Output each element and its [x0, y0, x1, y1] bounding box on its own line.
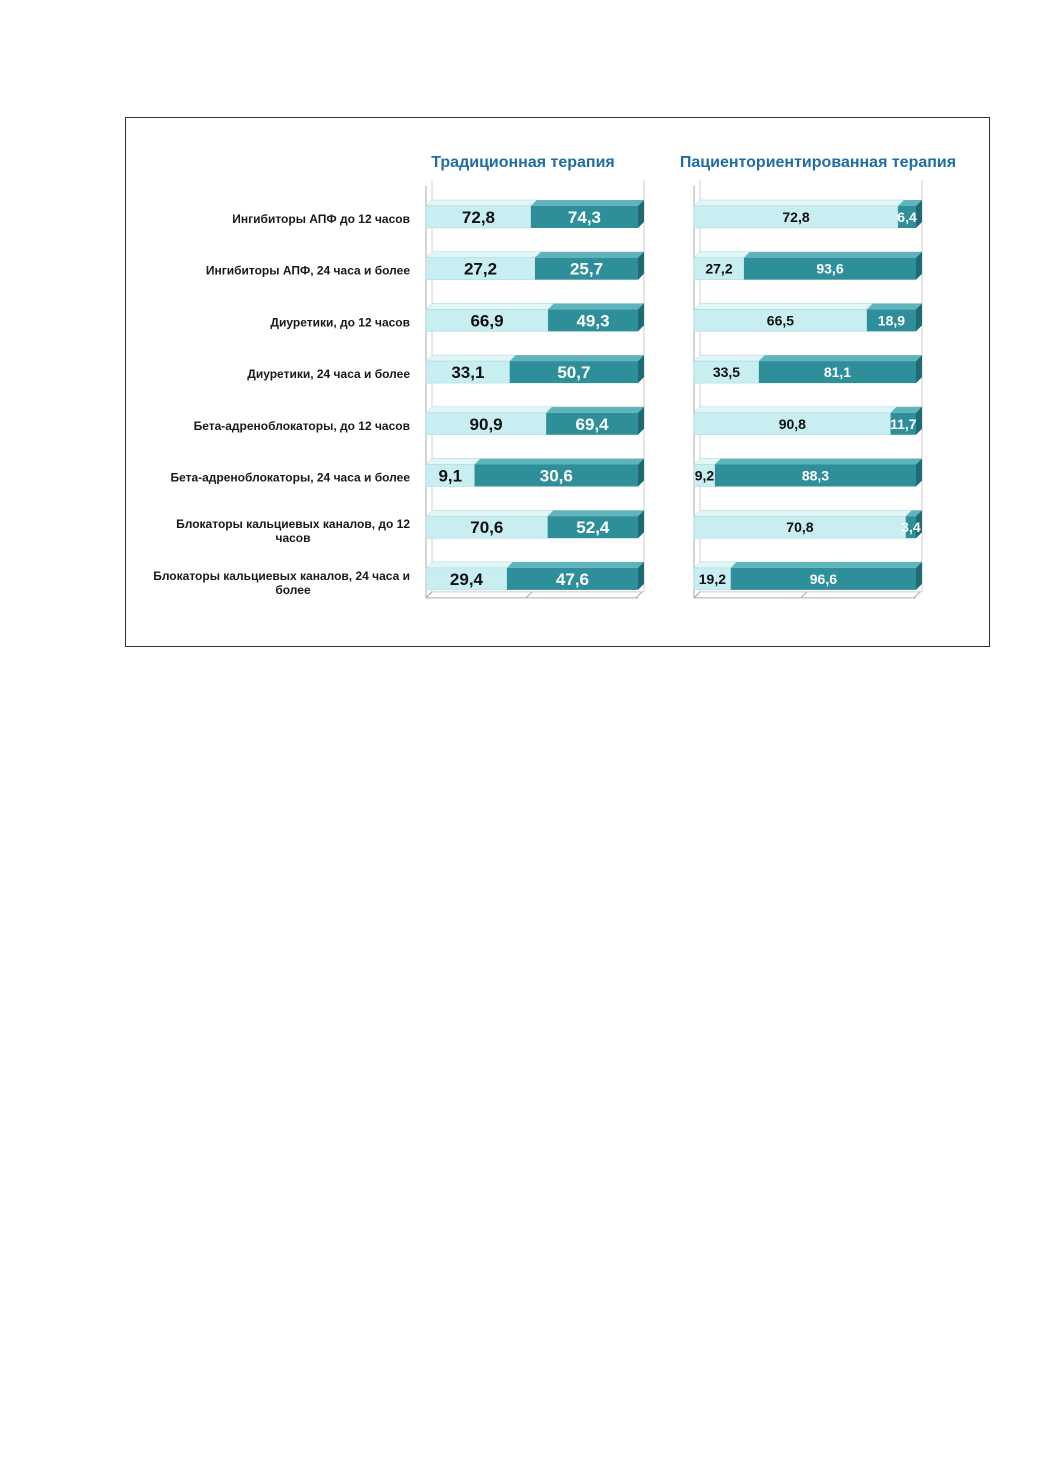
- bar-segment-top: [535, 252, 644, 258]
- data-label: 70,6: [470, 518, 504, 538]
- data-label: 96,6: [809, 570, 838, 587]
- chart-canvas: [126, 118, 991, 648]
- data-label: 3,4: [901, 519, 921, 536]
- bar-segment-top: [426, 355, 516, 361]
- bar-segment-top: [426, 562, 513, 568]
- data-label: 29,4: [449, 569, 484, 589]
- gridline-tick: [694, 592, 700, 598]
- data-label: 74,3: [567, 208, 602, 227]
- data-label: 27,2: [463, 259, 498, 279]
- data-label: 66,5: [766, 312, 795, 329]
- data-label: 90,9: [469, 414, 503, 434]
- data-label: 81,1: [823, 364, 852, 381]
- data-label: 72,8: [461, 208, 496, 227]
- data-label: 49,3: [576, 311, 610, 331]
- bar-segment-top: [694, 407, 897, 413]
- data-label: 72,8: [782, 209, 810, 225]
- panel-title: Пациенториентированная терапия: [679, 154, 957, 171]
- bar-segment-top: [715, 459, 922, 465]
- category-label-continued: более: [275, 582, 311, 597]
- data-label: 52,4: [576, 518, 610, 538]
- category-label: Бета-адреноблокаторы, до 12 часов: [193, 418, 410, 433]
- bar-segment-top: [694, 303, 873, 309]
- category-label: Блокаторы кальциевых каналов, до 12: [176, 517, 410, 532]
- panel-title: Традиционная терапия: [431, 154, 615, 171]
- bar-segment-top: [510, 355, 644, 361]
- category-label: Ингибиторы АПФ, 24 часа и более: [205, 263, 410, 278]
- gridline-tick: [636, 592, 642, 598]
- bar-segment-top: [546, 407, 644, 413]
- bar-segment-top: [867, 303, 922, 309]
- bar-segment-top: [507, 562, 644, 568]
- data-label: 19,2: [698, 570, 727, 587]
- data-label: 27,2: [705, 260, 733, 277]
- bar-segment-top: [548, 510, 644, 516]
- bar-segment-top: [694, 252, 750, 258]
- bar-segment-top: [731, 562, 922, 568]
- data-label: 90,8: [778, 415, 806, 432]
- bar-segment-top: [426, 510, 554, 516]
- chart-figure: [125, 117, 990, 647]
- bar-segment-top: [426, 252, 541, 258]
- category-label-continued: часов: [275, 531, 311, 546]
- data-label: 66,9: [470, 311, 504, 331]
- bar-segment-top: [759, 355, 922, 361]
- data-label: 88,3: [801, 467, 830, 484]
- category-label: Диуретики, до 12 часов: [270, 315, 410, 330]
- gridline-tick: [426, 592, 432, 598]
- data-label: 93,6: [816, 260, 844, 277]
- data-label: 25,7: [569, 259, 604, 279]
- bar-segment-top: [426, 407, 552, 413]
- bar-segment-top: [426, 303, 554, 309]
- bar-segment-top: [475, 459, 644, 465]
- bar-segment-top: [694, 510, 912, 516]
- gridline-tick: [526, 592, 532, 598]
- data-label: 33,1: [451, 363, 485, 383]
- gridline-tick: [801, 592, 807, 598]
- bar-segment-top: [548, 303, 644, 309]
- category-label: Бета-адреноблокаторы, 24 часа и более: [170, 470, 410, 485]
- data-label: 50,7: [557, 363, 591, 383]
- gridline-tick: [914, 592, 920, 598]
- bar-segment-top: [694, 355, 765, 361]
- bar-segment-top: [694, 562, 737, 568]
- data-label: 11,7: [890, 415, 917, 432]
- category-label: Ингибиторы АПФ до 12 часов: [232, 212, 410, 226]
- data-label: 30,6: [539, 466, 573, 486]
- data-label: 9,1: [438, 466, 463, 486]
- data-label: 47,6: [555, 569, 590, 589]
- data-label: 18,9: [877, 312, 906, 329]
- data-label: 69,4: [575, 414, 609, 434]
- bar-segment-top: [744, 252, 922, 258]
- bar-segment-top: [426, 200, 537, 206]
- bar-segment-top: [694, 200, 904, 206]
- category-label: Диуретики, 24 часа и более: [247, 367, 410, 382]
- data-label: 6,4: [897, 209, 917, 225]
- bar-segment-top: [426, 459, 481, 465]
- data-label: 9,2: [694, 467, 715, 484]
- data-label: 33,5: [712, 364, 741, 381]
- bar-segment-top: [531, 200, 644, 206]
- data-label: 70,8: [786, 519, 814, 536]
- category-label: Блокаторы кальциевых каналов, 24 часа и: [153, 568, 410, 583]
